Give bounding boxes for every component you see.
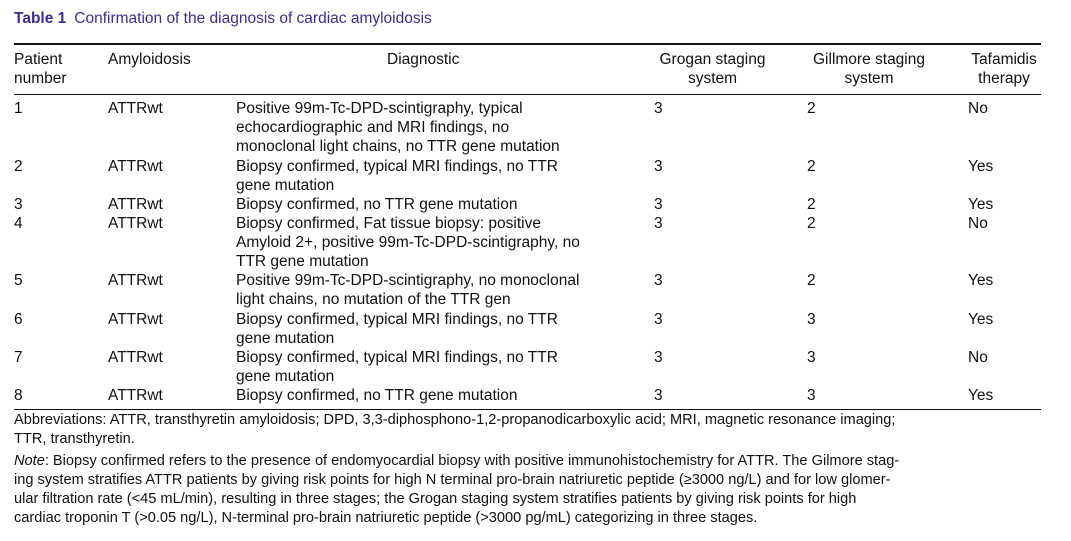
cell-diagnostic [236,348,558,386]
cell-grogan: 3 [654,387,663,404]
header-diagnostic: Diagnostic [387,51,460,68]
header-amyloidosis: Amyloidosis [108,51,191,68]
cell-gillmore: 3 [807,311,816,328]
cell-grogan: 3 [654,100,663,117]
cell-diagnostic [236,386,517,405]
diagnostic-line: Biopsy confirmed, typical MRI findings, no TTR [236,311,558,328]
header-tafamidis: Tafamidis therapy [971,51,1037,87]
diagnostic-line: Biopsy confirmed, no TTR gene mutation [236,196,518,213]
cell-amyloidosis: ATTRwt [108,158,163,175]
cell-grogan: 3 [654,311,663,328]
cell-patient: 4 [14,215,23,232]
note-footnote: Note: Biopsy confirmed refers to the presence of endomyocardial biopsy with positive immunohistochemistry for ATTR. The Gilmore stag- ing system stratifies ATTR patients by giving risk points for high N terminal pro-brain natriuretic peptide (≥3000 ng/L) and for low glomer- ular filtration rate (<45 mL/min), resulting in three stages; the Grogan staging system stratifies patients by giving risk points for high cardiac troponin T (>0.05 ng/L), N-terminal pro-brain natriuretic peptide (>3000 pg/mL) categorizing in three stages. [14,453,900,526]
cell-amyloidosis: ATTRwt [108,272,163,289]
cell-patient: 7 [14,349,23,366]
diagnostic-line: echocardiographic and MRI findings, no [236,119,510,136]
diagnostic-line: Positive 99m-Tc-DPD-scintigraphy, no monoclonal [236,272,580,289]
cell-gillmore: 3 [807,387,816,404]
cell-diagnostic [236,271,579,309]
diagnostic-line: Positive 99m-Tc-DPD-scintigraphy, typical [236,100,523,117]
diagnostic-line: TTR gene mutation [236,253,369,270]
diagnostic-line: monoclonal light chains, no TTR gene mutation [236,138,560,155]
cell-patient: 1 [14,100,23,117]
diagnostic-line: gene mutation [236,330,335,347]
diagnostic-line: Amyloid 2+, positive 99m-Tc-DPD-scintigraphy, no [236,234,580,251]
diagnostic-line: gene mutation [236,177,335,194]
cell-patient: 3 [14,196,23,213]
header-rule [14,94,1041,95]
cell-diagnostic [236,99,560,156]
cell-grogan: 3 [654,349,663,366]
cell-diagnostic [236,214,580,271]
header-grogan: Grogan staging system [659,51,766,87]
diagnostic-line: Biopsy confirmed, typical MRI findings, no TTR [236,158,558,175]
cell-gillmore: 2 [807,215,816,232]
cell-amyloidosis: ATTRwt [108,100,163,117]
cell-tafamidis: No [968,349,988,366]
table-caption [14,10,432,28]
cell-diagnostic [236,195,517,214]
header-gillmore: Gillmore staging system [813,51,925,87]
cell-tafamidis: Yes [968,196,994,213]
cell-tafamidis: Yes [968,311,994,328]
bottom-rule [14,409,1041,410]
note-label: Note [14,453,45,469]
cell-amyloidosis: ATTRwt [108,215,163,232]
cell-tafamidis: Yes [968,158,994,175]
header-patient: Patient number [14,51,67,87]
diagnostic-line: Biopsy confirmed, no TTR gene mutation [236,387,518,404]
table-label: Table 1 [14,10,67,27]
cell-patient: 6 [14,311,23,328]
cell-gillmore: 2 [807,100,816,117]
cell-tafamidis: No [968,215,988,232]
cell-grogan: 3 [654,158,663,175]
cell-grogan: 3 [654,196,663,213]
cell-amyloidosis: ATTRwt [108,387,163,404]
cell-tafamidis: Yes [968,272,994,289]
cell-amyloidosis: ATTRwt [108,349,163,366]
top-rule [14,43,1041,45]
cell-gillmore: 2 [807,272,816,289]
cell-patient: 8 [14,387,23,404]
cell-grogan: 3 [654,215,663,232]
cell-gillmore: 2 [807,196,816,213]
diagnostic-line: Biopsy confirmed, Fat tissue biopsy: positive [236,215,541,232]
cell-patient: 2 [14,158,23,175]
cell-tafamidis: Yes [968,387,994,404]
abbreviations-footnote: Abbreviations: ATTR, transthyretin amyloidosis; DPD, 3,3-diphosphono-1,2-propanodicarboxylic acid; MRI, magnetic resonance imaging; TTR, transthyretin. [14,412,896,447]
cell-amyloidosis: ATTRwt [108,196,163,213]
cell-gillmore: 2 [807,158,816,175]
cell-gillmore: 3 [807,349,816,366]
cell-tafamidis: No [968,100,988,117]
diagnostic-line: Biopsy confirmed, typical MRI findings, no TTR [236,349,558,366]
diagnostic-line: gene mutation [236,368,335,385]
table-title: Confirmation of the diagnosis of cardiac amyloidosis [74,10,432,27]
cell-patient: 5 [14,272,23,289]
cell-grogan: 3 [654,272,663,289]
cell-diagnostic [236,157,558,195]
diagnostic-line: light chains, no mutation of the TTR gen [236,291,511,308]
cell-diagnostic [236,310,558,348]
cell-amyloidosis: ATTRwt [108,311,163,328]
